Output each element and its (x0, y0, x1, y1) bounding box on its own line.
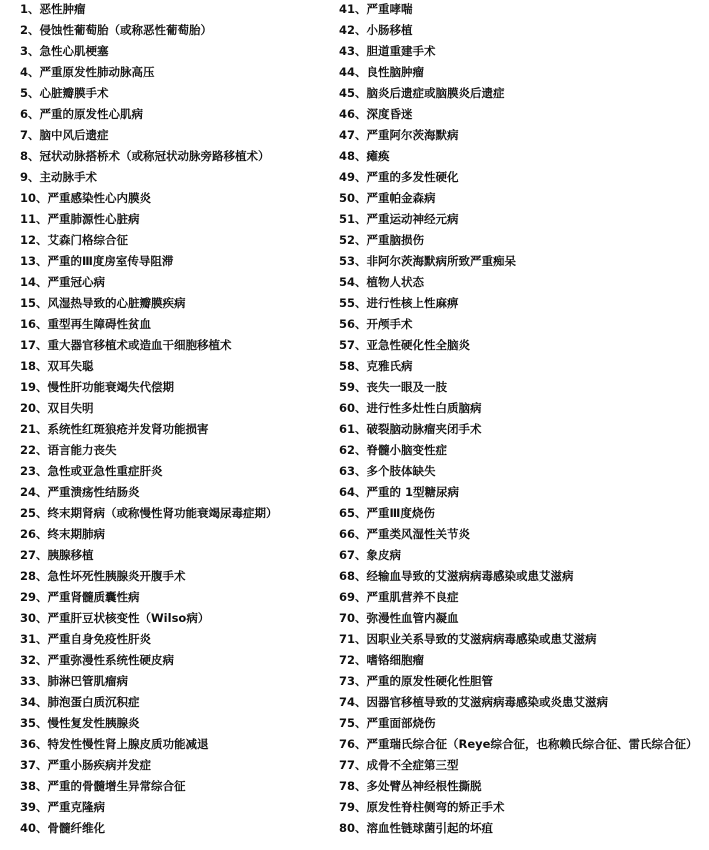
list-item: 7、脑中风后遗症 (20, 128, 109, 142)
list-item: 46、深度昏迷 (339, 107, 413, 121)
list-item: 70、弥漫性血管内凝血 (339, 611, 459, 625)
list-item: 45、脑炎后遗症或脑膜炎后遗症 (339, 86, 505, 100)
list-item: 33、肺淋巴管肌瘤病 (20, 674, 129, 688)
list-item: 62、脊髓小脑变性症 (339, 443, 448, 457)
list-item: 12、艾森门格综合征 (20, 233, 129, 247)
list-item: 1、恶性肿瘤 (20, 2, 86, 16)
list-item: 57、亚急性硬化性全脑炎 (339, 338, 471, 352)
list-item: 5、心脏瓣膜手术 (20, 86, 109, 100)
list-item: 49、严重的多发性硬化 (339, 170, 459, 184)
list-item: 41、严重哮喘 (339, 2, 413, 16)
list-item: 69、严重肌营养不良症 (339, 590, 459, 604)
list-item: 51、严重运动神经元病 (339, 212, 459, 226)
list-item: 15、风湿热导致的心脏瓣膜疾病 (20, 296, 186, 310)
list-item: 42、小肠移植 (339, 23, 413, 37)
list-item: 21、系统性红斑狼疮并发肾功能损害 (20, 422, 209, 436)
list-item: 24、严重溃疡性结肠炎 (20, 485, 140, 499)
list-item: 58、克雅氏病 (339, 359, 413, 373)
list-item: 79、原发性脊柱侧弯的矫正手术 (339, 800, 505, 814)
list-item: 26、终末期肺病 (20, 527, 106, 541)
list-item: 36、特发性慢性肾上腺皮质功能减退 (20, 737, 209, 751)
list-item: 18、双耳失聪 (20, 359, 94, 373)
list-item: 34、肺泡蛋白质沉积症 (20, 695, 140, 709)
list-item: 22、语言能力丧失 (20, 443, 117, 457)
list-item: 37、严重小肠疾病并发症 (20, 758, 152, 772)
list-item: 35、慢性复发性胰腺炎 (20, 716, 140, 730)
list-item: 53、非阿尔茨海默病所致严重痴呆 (339, 254, 517, 268)
list-item: 71、因职业关系导致的艾滋病病毒感染或患艾滋病 (339, 632, 597, 646)
list-item: 72、嗜铬细胞瘤 (339, 653, 425, 667)
list-item: 2、侵蚀性葡萄胎（或称恶性葡萄胎） (20, 23, 212, 37)
list-item: 28、急性坏死性胰腺炎开腹手术 (20, 569, 186, 583)
list-item: 68、经输血导致的艾滋病病毒感染或患艾滋病 (339, 569, 574, 583)
list-item: 19、慢性肝功能衰竭失代偿期 (20, 380, 175, 394)
list-item: 60、进行性多灶性白质脑病 (339, 401, 482, 415)
list-item: 67、象皮病 (339, 548, 402, 562)
list-item: 59、丧失一眼及一肢 (339, 380, 448, 394)
list-item: 17、重大器官移植术或造血干细胞移植术 (20, 338, 232, 352)
list-item: 40、骨髓纤维化 (20, 821, 106, 835)
list-item: 74、因器官移植导致的艾滋病病毒感染或炎患艾滋病 (339, 695, 609, 709)
list-item: 29、严重肾髓质囊性病 (20, 590, 140, 604)
list-item: 54、植物人状态 (339, 275, 425, 289)
list-item: 73、严重的原发性硬化性胆管 (339, 674, 494, 688)
list-item: 39、严重克隆病 (20, 800, 106, 814)
list-item: 78、多处臂丛神经根性撕脱 (339, 779, 482, 793)
list-item: 50、严重帕金森病 (339, 191, 436, 205)
list-item: 48、瘫痪 (339, 149, 390, 163)
list-item: 61、破裂脑动脉瘤夹闭手术 (339, 422, 482, 436)
list-item: 4、严重原发性肺动脉高压 (20, 65, 155, 79)
list-item: 56、开颅手术 (339, 317, 413, 331)
list-item: 47、严重阿尔茨海默病 (339, 128, 459, 142)
list-item: 31、严重自身免疫性肝炎 (20, 632, 152, 646)
list-item: 66、严重类风湿性关节炎 (339, 527, 471, 541)
list-item: 6、严重的原发性心肌病 (20, 107, 144, 121)
list-item: 11、严重肺源性心脏病 (20, 212, 140, 226)
list-item: 64、严重的 1型糖尿病 (339, 485, 460, 499)
list-item: 3、急性心肌梗塞 (20, 44, 109, 58)
list-item: 77、成骨不全症第三型 (339, 758, 459, 772)
right-column (339, 0, 709, 840)
left-column (20, 0, 335, 840)
list-item: 16、重型再生障碍性贫血 (20, 317, 152, 331)
list-item: 13、严重的Ⅲ度房室传导阻滞 (20, 254, 174, 268)
list-item: 55、进行性核上性麻痹 (339, 296, 459, 310)
list-item: 38、严重的骨髓增生异常综合征 (20, 779, 186, 793)
list-item: 9、主动脉手术 (20, 170, 98, 184)
list-item: 25、终末期肾病（或称慢性肾功能衰竭尿毒症期） (20, 506, 278, 520)
list-item: 23、急性或亚急性重症肝炎 (20, 464, 163, 478)
list-item: 27、胰腺移植 (20, 548, 94, 562)
list-item: 76、严重瑞氏综合征（Reye综合征，也称赖氏综合征、雷氏综合征） (339, 737, 698, 751)
list-item: 10、严重感染性心内膜炎 (20, 191, 152, 205)
list-item: 8、冠状动脉搭桥术（或称冠状动脉旁路移植术） (20, 149, 270, 163)
list-item: 30、严重肝豆状核变性（Wilso病） (20, 611, 210, 625)
list-item: 43、胆道重建手术 (339, 44, 436, 58)
list-item: 20、双目失明 (20, 401, 94, 415)
list-item: 63、多个肢体缺失 (339, 464, 436, 478)
list-item: 32、严重弥漫性系统性硬皮病 (20, 653, 175, 667)
list-item: 80、溶血性链球菌引起的坏疽 (339, 821, 494, 835)
list-item: 75、严重面部烧伤 (339, 716, 436, 730)
list-item: 52、严重脑损伤 (339, 233, 425, 247)
list-item: 44、良性脑肿瘤 (339, 65, 425, 79)
list-item: 65、严重Ⅲ度烧伤 (339, 506, 435, 520)
list-item: 14、严重冠心病 (20, 275, 106, 289)
